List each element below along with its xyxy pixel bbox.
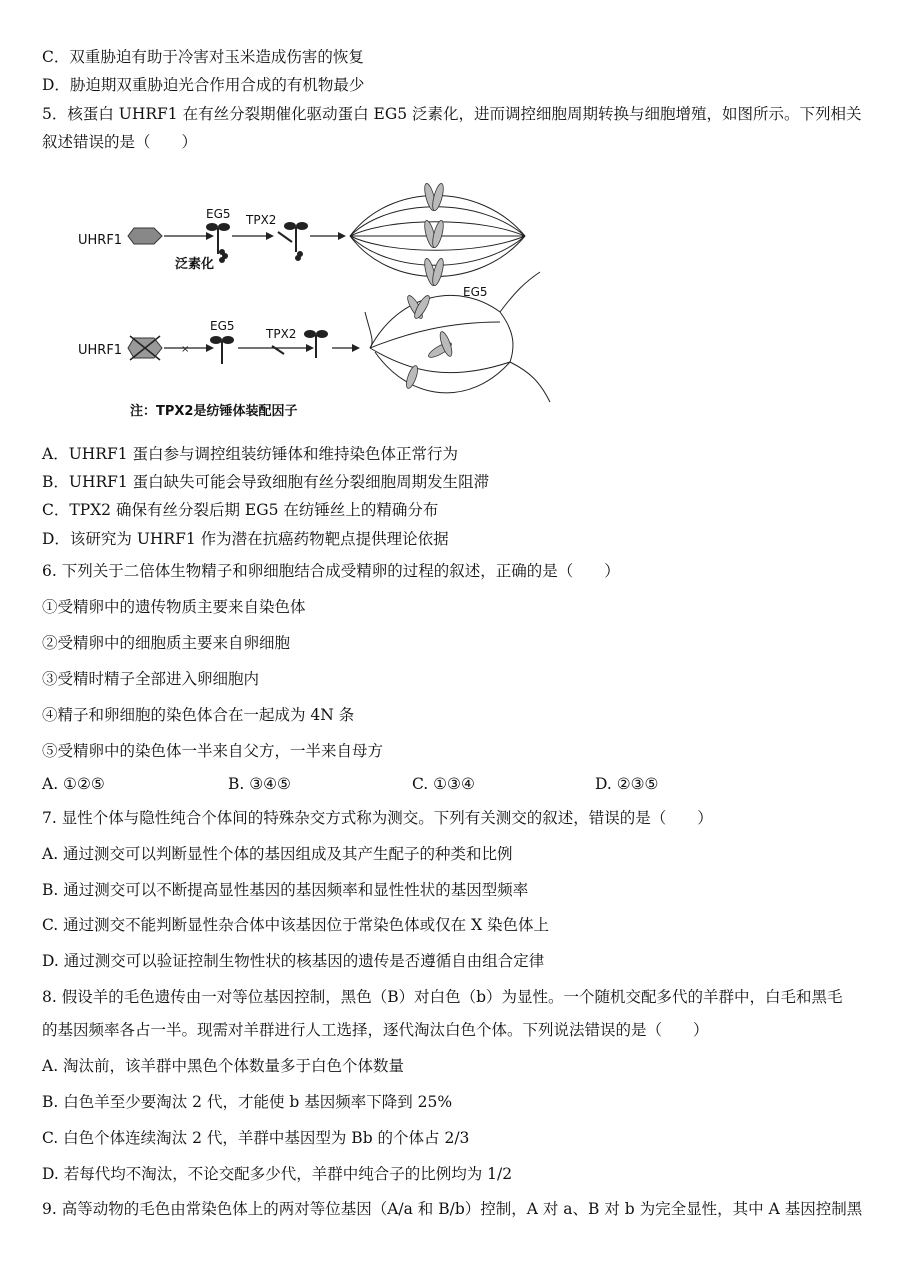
q6-stem: 6. 下列关于二倍体生物精子和卵细胞结合成受精卵的过程的叙述，正确的是（ ） — [42, 562, 620, 580]
q5-figure — [70, 172, 570, 427]
q6-item-3: ③受精时精子全部进入卵细胞内 — [42, 670, 260, 688]
q5-option-d: D．该研究为 UHRF1 作为潜在抗癌药物靶点提供理论依据 — [42, 530, 449, 548]
figure-note: 注：TPX2是纺锤体装配因子 — [130, 404, 298, 419]
eg5-top-label: EG5 — [206, 207, 231, 221]
ubiquitination-label: 泛素化 — [175, 257, 215, 272]
tpx2-top-label: TPX2 — [246, 213, 277, 227]
q5-stem-cont: 叙述错误的是（ ） — [42, 133, 198, 151]
q7-option-b: B. 通过测交可以不断提高显性基因的基因频率和显性性状的基因型频率 — [42, 881, 529, 899]
uhrf1-top-label: UHRF1 — [78, 233, 123, 248]
q6-choice-d: D. ②③⑤ — [595, 775, 659, 793]
tpx2-bottom-label: TPX2 — [266, 327, 297, 341]
q6-item-2: ②受精卵中的细胞质主要来自卵细胞 — [42, 634, 291, 652]
q5-option-a: A．UHRF1 蛋白参与调控组装纺锤体和维持染色体正常行为 — [42, 445, 458, 463]
q6-item-5: ⑤受精卵中的染色体一半来自父方，一半来自母方 — [42, 742, 384, 760]
q6-choice-c: C. ①③④ — [412, 775, 475, 793]
q5-stem: 5．核蛋白 UHRF1 在有丝分裂期催化驱动蛋白 EG5 泛素化，进而调控细胞周期转换与细胞增殖，如图所示。下列相关 — [42, 105, 862, 123]
chromosome-icon — [423, 182, 446, 286]
q7-option-c: C. 通过测交不能判断显性杂合体中该基因位于常染色体或仅在 X 染色体上 — [42, 916, 550, 934]
option-c-prev: C．双重胁迫有助于冷害对玉米造成伤害的恢复 — [42, 48, 364, 66]
eg5-right-label: EG5 — [463, 285, 488, 299]
q8-option-b: B. 白色羊至少要淘汰 2 代，才能使 b 基因频率下降到 25% — [42, 1093, 453, 1111]
svg-text:×: × — [181, 344, 190, 355]
option-d-prev: D．胁迫期双重胁迫光合作用合成的有机物最少 — [42, 76, 365, 94]
tpx2-eg5-complex-icon — [278, 223, 307, 260]
q5-option-b: B．UHRF1 蛋白缺失可能会导致细胞有丝分裂细胞周期发生阻滞 — [42, 473, 490, 491]
q7-option-a: A. 通过测交可以判断显性个体的基因组成及其产生配子的种类和比例 — [42, 845, 513, 863]
q8-option-c: C. 白色个体连续淘汰 2 代，羊群中基因型为 Bb 的个体占 2/3 — [42, 1129, 470, 1147]
q6-choice-a: A. ①②⑤ — [42, 775, 105, 793]
q8-option-d: D. 若每代均不淘汰，不论交配多少代，羊群中纯合子的比例均为 1/2 — [42, 1165, 513, 1183]
q5-option-c: C．TPX2 确保有丝分裂后期 EG5 在纺锤丝上的精确分布 — [42, 501, 439, 519]
uhrf1-protein-icon — [128, 228, 162, 244]
q9-stem: 9. 高等动物的毛色由常染色体上的两对等位基因（A/a 和 B/b）控制，A 对 a、B 对 b 为完全显性，其中 A 基因控制黑 — [42, 1200, 863, 1218]
uhrf1-bottom-label: UHRF1 — [78, 343, 123, 358]
q6-choice-b: B. ③④⑤ — [228, 775, 291, 793]
q7-stem: 7. 显性个体与隐性纯合个体间的特殊杂交方式称为测交。下列有关测交的叙述，错误的是（ ） — [42, 809, 713, 827]
q6-item-4: ④精子和卵细胞的染色体合在一起成为 4N 条 — [42, 706, 355, 724]
q6-item-1: ①受精卵中的遗传物质主要来自染色体 — [42, 598, 306, 616]
q8-stem-cont: 的基因频率各占一半。现需对羊群进行人工选择，逐代淘汰白色个体。下列说法错误的是（ ） — [42, 1021, 709, 1039]
eg5-bottom-label: EG5 — [210, 319, 235, 333]
q7-option-d: D. 通过测交可以验证控制生物性状的核基因的遗传是否遵循自由组合定律 — [42, 952, 545, 970]
abnormal-spindle-icon — [365, 272, 550, 402]
q8-option-a: A. 淘汰前，该羊群中黑色个体数量多于白色个体数量 — [42, 1057, 405, 1075]
q8-stem: 8. 假设羊的毛色遗传由一对等位基因控制，黑色（B）对白色（b）为显性。一个随机交配多代的羊群中，白毛和黑毛 — [42, 988, 843, 1006]
